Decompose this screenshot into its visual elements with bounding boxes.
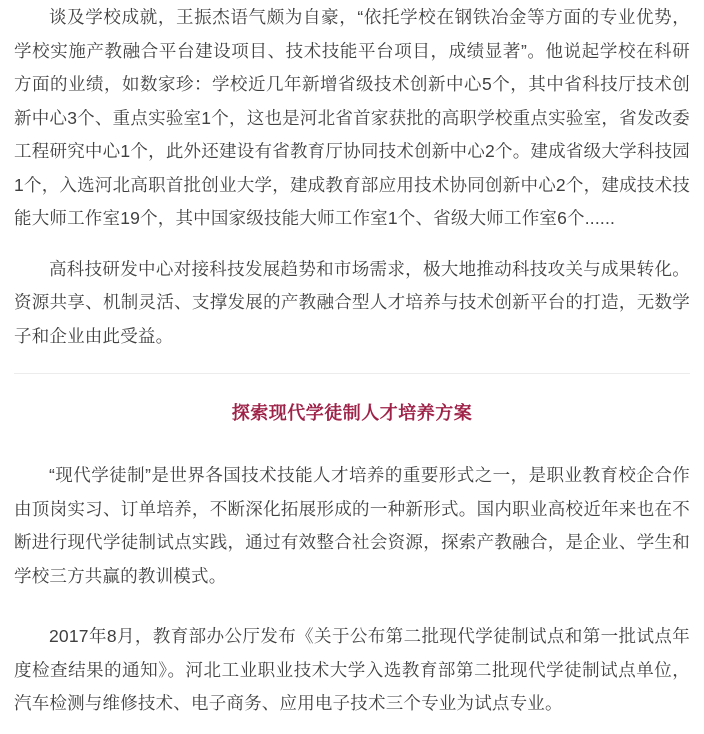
- section-divider: [14, 373, 690, 374]
- paragraph-rd-center: 高科技研发中心对接科技发展趋势和市场需求，极大地推动科技攻关与成果转化。资源共享、机制灵活、支撑发展的产教融合型人才培养与技术创新平台的打造，无数学子和企业由此受益。: [14, 258, 690, 346]
- paragraph-school-achievements: 谈及学校成就，王振杰语气颇为自豪，“依托学校在钢铁冶金等方面的专业优势，学校实施产教融合平台建设项目、技术技能平台项目，成绩显著”。他说起学校在科研方面的业绩，如数家珍：学校近几年新增省级技术创新中心5个，其中省科技厅技术创新中心3个、重点实验室1个，这也是河北省首家获批的高职学校重点实验室，省发改委工程研究中心1个，此外还建设有省教育厅协同技术创新中心2个。建成省级大学科技园1个，入选河北高职首批创业大学，建成教育部应用技术协同创新中心2个，建成技术技能大师工作室19个，其中国家级技能大师工作室1个、省级大师工作室6个......: [14, 7, 690, 228]
- paragraph-pilot-program: 2017年8月，教育部办公厅发布《关于公布第二批现代学徒制试点和第一批试点年度检查结果的通知》。河北工业职业技术大学入选教育部第二批现代学徒制试点单位，汽车检测与维修技术、电子商务、应用电子技术三个专业为试点专业。: [14, 626, 690, 713]
- paragraph-apprenticeship-intro: “现代学徒制”是世界各国技术技能人才培养的重要形式之一，是职业教育校企合作由顶岗实习、订单培养，不断深化拓展形成的一种新形式。国内职业高校近年来也在不断进行现代学徒制试点实践，通过有效整合社会资源，探索产教融合，是企业、学生和学校三方共赢的教训模式。: [14, 465, 690, 586]
- section-heading: 探索现代学徒制人才培养方案: [231, 403, 473, 423]
